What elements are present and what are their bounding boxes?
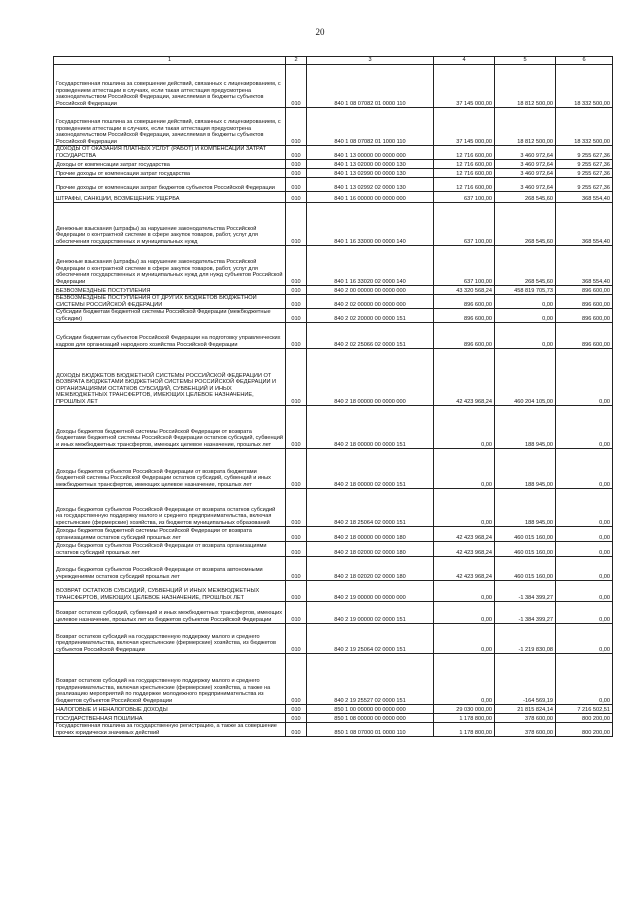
row-name: Доходы бюджетов субъектов Российской Федерации от возврата организациями остатков субсидий прошлых лет [54,542,286,557]
row-executed: 378 600,00 [495,714,556,723]
header-cell-2: 2 [286,57,307,65]
row-remaining: 9 255 627,36 [556,160,613,169]
row-budget-code: 850 1 00 00000 00 0000 000 [307,705,434,714]
row-line-code: 010 [286,65,307,108]
row-line-code: 010 [286,203,307,246]
row-remaining: 7 216 502,51 [556,705,613,714]
row-executed: 18 812 500,00 [495,65,556,108]
row-approved: 896 600,00 [434,295,495,309]
row-approved: 0,00 [434,449,495,489]
row-budget-code: 840 2 19 25527 02 0000 151 [307,654,434,705]
row-name: ШТРАФЫ, САНКЦИИ, ВОЗМЕЩЕНИЕ УЩЕРБА [54,192,286,203]
row-approved: 29 030 000,00 [434,705,495,714]
row-remaining: 368 554,40 [556,203,613,246]
row-line-code: 010 [286,169,307,178]
row-budget-code: 840 2 19 00000 00 0000 000 [307,581,434,602]
table-row [54,349,613,406]
row-name: ДОХОДЫ ОТ ОКАЗАНИЯ ПЛАТНЫХ УСЛУГ (РАБОТ) И КОМПЕНСАЦИИ ЗАТРАТ ГОСУДАРСТВА [54,146,286,160]
table-row [54,286,613,295]
row-name: Денежные взыскания (штрафы) за нарушение законодательства Российской Федерации о контрактной системе в сфере закупок товаров, работ, услуг для обеспечения государственных и муниципальных нужд [54,203,286,246]
row-executed: 378 600,00 [495,723,556,737]
row-budget-code: 840 1 16 33000 00 0000 140 [307,203,434,246]
row-budget-code: 840 1 08 07082 01 0000 110 [307,65,434,108]
row-name: Доходы бюджетов субъектов Российской Федерации от возврата остатков субсидий на государственную поддержку малого и среднего предпринимательства, включая крестьянские (фермерские) хозяйства, из бюджетов муниципальных образований [54,489,286,527]
row-line-code: 010 [286,108,307,146]
row-line-code: 010 [286,527,307,542]
page-number: 20 [315,27,325,37]
table-row [54,108,613,146]
row-line-code: 010 [286,406,307,449]
table-row [54,449,613,489]
row-name: БЕЗВОЗМЕЗДНЫЕ ПОСТУПЛЕНИЯ [54,286,286,295]
row-executed: 268 545,60 [495,246,556,286]
row-name: Доходы бюджетов субъектов Российской Федерации от возврата автономными учреждениями остатков субсидий прошлых лет [54,557,286,581]
row-name: ВОЗВРАТ ОСТАТКОВ СУБСИДИЙ, СУБВЕНЦИЙ И ИНЫХ МЕЖБЮДЖЕТНЫХ ТРАНСФЕРТОВ, ИМЕЮЩИХ ЦЕЛЕВОЕ НАЗНАЧЕНИЕ, ПРОШЛЫХ ЛЕТ [54,581,286,602]
row-remaining: 896 600,00 [556,295,613,309]
row-budget-code: 840 1 16 33020 02 0000 140 [307,246,434,286]
row-approved: 12 716 600,00 [434,146,495,160]
row-executed: 0,00 [495,309,556,323]
row-approved: 0,00 [434,624,495,654]
row-remaining: 368 554,40 [556,246,613,286]
row-executed: 268 545,60 [495,192,556,203]
row-line-code: 010 [286,349,307,406]
row-budget-code: 840 2 18 02000 02 0000 180 [307,542,434,557]
row-budget-code: 840 2 02 25066 02 0000 151 [307,323,434,349]
table-row [54,169,613,178]
row-line-code: 010 [286,160,307,169]
row-budget-code: 840 2 18 00000 00 0000 151 [307,406,434,449]
row-executed: -1 219 830,08 [495,624,556,654]
row-line-code: 010 [286,192,307,203]
row-budget-code: 840 1 13 00000 00 0000 000 [307,146,434,160]
row-approved: 896 600,00 [434,323,495,349]
row-name: Денежные взыскания (штрафы) за нарушение законодательства Российской Федерации о контрактной системе в сфере закупок товаров, работ, услуг для обеспечения государственных и муниципальных нужд для нужд субъектов Российской Федерации [54,246,286,286]
table-row [54,160,613,169]
row-line-code: 010 [286,542,307,557]
row-line-code: 010 [286,146,307,160]
row-budget-code: 840 1 08 07082 01 1000 110 [307,108,434,146]
row-name: ГОСУДАРСТВЕННАЯ ПОШЛИНА [54,714,286,723]
table-row [54,581,613,602]
table-row [54,705,613,714]
table-row [54,65,613,108]
row-remaining: 800 200,00 [556,723,613,737]
row-remaining: 18 332 500,00 [556,108,613,146]
row-budget-code: 840 1 13 02992 02 0000 130 [307,178,434,192]
table-row [54,723,613,737]
row-remaining: 0,00 [556,602,613,624]
row-remaining: 0,00 [556,624,613,654]
row-line-code: 010 [286,624,307,654]
row-budget-code: 840 2 02 20000 00 0000 151 [307,309,434,323]
row-executed: 18 812 500,00 [495,108,556,146]
row-approved: 42 423 968,24 [434,557,495,581]
row-approved: 0,00 [434,654,495,705]
row-name: Доходы бюджетов бюджетной системы Российской Федерации от возврата бюджетами бюджетной системы Российской Федерации остатков субсидий, субвенций и иных межбюджетных трансфертов, имеющих целевое назначение, прошлых лет [54,406,286,449]
row-approved: 37 145 000,00 [434,65,495,108]
row-remaining: 0,00 [556,527,613,542]
table-row [54,203,613,246]
table-row [54,146,613,160]
row-executed: 268 545,60 [495,203,556,246]
row-executed: 460 204 105,00 [495,349,556,406]
row-approved: 0,00 [434,581,495,602]
row-approved: 0,00 [434,489,495,527]
row-remaining: 896 600,00 [556,286,613,295]
row-remaining: 9 255 627,36 [556,146,613,160]
row-remaining: 896 600,00 [556,323,613,349]
table-row [54,557,613,581]
row-budget-code: 840 2 18 00000 02 0000 151 [307,449,434,489]
row-budget-code: 840 1 16 00000 00 0000 000 [307,192,434,203]
header-cell-1: 1 [54,57,286,65]
row-budget-code: 840 2 19 25064 02 0000 151 [307,624,434,654]
row-remaining: 0,00 [556,449,613,489]
row-name: Государственная пошлина за совершение действий, связанных с лицензированием, с проведением аттестации в случаях, если такая аттестация предусмотрена законодательством Российской Федерации, зачисляемая в бюджеты субъектов Российской Федерации [54,65,286,108]
row-name: Возврат остатков субсидий на государственную поддержку малого и среднего предпринимательства, включая крестьянские (фермерские) хозяйства, из бюджетов субъектов Российской Федерации [54,624,286,654]
row-budget-code: 840 2 19 00000 02 0000 151 [307,602,434,624]
row-name: Возврат остатков субсидий на государственную поддержку малого и среднего предпринимательства, включая крестьянские (фермерские) хозяйства, а также на реализацию мероприятий по поддержке молодежного предпринимательства из бюджетов субъектов Российской Федерации [54,654,286,705]
row-approved: 12 716 600,00 [434,169,495,178]
row-line-code: 010 [286,309,307,323]
header-cell-5: 5 [495,57,556,65]
row-executed: 188 945,00 [495,489,556,527]
row-executed: 21 815 824,14 [495,705,556,714]
row-line-code: 010 [286,714,307,723]
row-executed: 0,00 [495,323,556,349]
table-row [54,624,613,654]
row-line-code: 010 [286,286,307,295]
table-row [54,489,613,527]
row-approved: 637 100,00 [434,192,495,203]
row-budget-code: 840 2 18 00000 00 0000 000 [307,349,434,406]
row-approved: 42 423 968,24 [434,349,495,406]
row-name: Доходы бюджетов бюджетной системы Российской Федерации от возврата организациями остатков субсидий прошлых лет [54,527,286,542]
table-row [54,323,613,349]
row-line-code: 010 [286,178,307,192]
row-line-code: 010 [286,557,307,581]
row-budget-code: 840 1 13 02990 00 0000 130 [307,169,434,178]
row-name: Прочие доходы от компенсации затрат государства [54,169,286,178]
row-executed: 460 015 160,00 [495,527,556,542]
header-row [54,57,613,65]
row-line-code: 010 [286,449,307,489]
row-executed: -1 384 399,27 [495,602,556,624]
row-remaining: 0,00 [556,542,613,557]
row-executed: 3 460 972,64 [495,178,556,192]
row-name: Прочие доходы от компенсации затрат бюджетов субъектов Российской Федерации [54,178,286,192]
table-row [54,178,613,192]
row-approved: 43 320 568,24 [434,286,495,295]
row-executed: 460 015 160,00 [495,542,556,557]
row-name: Государственная пошлина за совершение действий, связанных с лицензированием, с проведением аттестации в случаях, если такая аттестация предусмотрена законодательством Российской Федерации, зачисляемая в бюджеты субъектов Российской Федерации [54,108,286,146]
table-row [54,192,613,203]
row-approved: 12 716 600,00 [434,160,495,169]
table-row [54,406,613,449]
row-approved: 42 423 968,24 [434,527,495,542]
row-approved: 1 178 800,00 [434,714,495,723]
row-remaining: 368 554,40 [556,192,613,203]
row-approved: 1 178 800,00 [434,723,495,737]
row-executed: 3 460 972,64 [495,169,556,178]
row-budget-code: 850 1 08 07000 01 0000 110 [307,723,434,737]
row-executed: 188 945,00 [495,449,556,489]
table-row [54,527,613,542]
header-cell-3: 3 [307,57,434,65]
row-budget-code: 840 1 13 02000 00 0000 130 [307,160,434,169]
row-budget-code: 840 2 18 25064 02 0000 151 [307,489,434,527]
row-remaining: 18 332 500,00 [556,65,613,108]
row-name: Доходы от компенсации затрат государства [54,160,286,169]
row-remaining: 0,00 [556,654,613,705]
row-line-code: 010 [286,246,307,286]
row-remaining: 800 200,00 [556,714,613,723]
row-approved: 0,00 [434,602,495,624]
row-remaining: 0,00 [556,489,613,527]
row-line-code: 010 [286,602,307,624]
row-approved: 0,00 [434,406,495,449]
row-name: БЕЗВОЗМЕЗДНЫЕ ПОСТУПЛЕНИЯ ОТ ДРУГИХ БЮДЖЕТОВ БЮДЖЕТНОЙ СИСТЕМЫ РОССИЙСКОЙ ФЕДЕРАЦИИ [54,295,286,309]
row-budget-code: 840 2 02 00000 00 0000 000 [307,295,434,309]
row-executed: 0,00 [495,295,556,309]
header-cell-4: 4 [434,57,495,65]
row-line-code: 010 [286,723,307,737]
row-remaining: 9 255 627,36 [556,169,613,178]
row-executed: 188 945,00 [495,406,556,449]
row-line-code: 010 [286,581,307,602]
row-line-code: 010 [286,295,307,309]
row-executed: 3 460 972,64 [495,146,556,160]
row-approved: 42 423 968,24 [434,542,495,557]
row-name: Государственная пошлина за государственную регистрацию, а также за совершение прочих юридически значимых действий [54,723,286,737]
row-name: ДОХОДЫ БЮДЖЕТОВ БЮДЖЕТНОЙ СИСТЕМЫ РОССИЙСКОЙ ФЕДЕРАЦИИ ОТ ВОЗВРАТА БЮДЖЕТАМИ БЮДЖЕТНОЙ СИСТЕМЫ РОССИЙСКОЙ ФЕДЕРАЦИИ И ОРГАНИЗАЦИЯМИ ОСТАТКОВ СУБСИДИЙ, СУБВЕНЦИЙ И ИНЫХ МЕЖБЮДЖЕТНЫХ ТРАНСФЕРТОВ, ИМЕЮЩИХ ЦЕЛЕВОЕ НАЗНАЧЕНИЕ, ПРОШЛЫХ ЛЕТ [54,349,286,406]
row-executed: -164 569,19 [495,654,556,705]
table-row [54,714,613,723]
revenue-table [53,56,613,737]
row-approved: 12 716 600,00 [434,178,495,192]
table-row [54,295,613,309]
row-name: Доходы бюджетов субъектов Российской Федерации от возврата бюджетами бюджетной системы Российской Федерации остатков субсидий, субвенций и иных межбюджетных трансфертов, имеющих целевое назначение, прошлых лет [54,449,286,489]
row-approved: 896 600,00 [434,309,495,323]
row-line-code: 010 [286,489,307,527]
row-line-code: 010 [286,323,307,349]
row-name: Субсидии бюджетам субъектов Российской Федерации на подготовку управленческих кадров для организаций народного хозяйства Российской Федерации [54,323,286,349]
row-remaining: 9 255 627,36 [556,178,613,192]
row-approved: 637 100,00 [434,246,495,286]
row-executed: -1 384 399,27 [495,581,556,602]
table-row [54,654,613,705]
row-budget-code: 850 1 08 00000 00 0000 000 [307,714,434,723]
row-remaining: 0,00 [556,557,613,581]
row-remaining: 0,00 [556,406,613,449]
row-approved: 37 145 000,00 [434,108,495,146]
row-name: Субсидии бюджетам бюджетной системы Российской Федерации (межбюджетные субсидии) [54,309,286,323]
row-remaining: 896 600,00 [556,309,613,323]
row-executed: 3 460 972,64 [495,160,556,169]
row-name: Возврат остатков субсидий, субвенций и иных межбюджетных трансфертов, имеющих целевое назначение, прошлых лет из бюджетов субъектов Российской Федерации [54,602,286,624]
row-budget-code: 840 2 18 02020 02 0000 180 [307,557,434,581]
table-row [54,246,613,286]
row-approved: 637 100,00 [434,203,495,246]
row-line-code: 010 [286,705,307,714]
table-row [54,309,613,323]
row-line-code: 010 [286,654,307,705]
header-cell-6: 6 [556,57,613,65]
row-name: НАЛОГОВЫЕ И НЕНАЛОГОВЫЕ ДОХОДЫ [54,705,286,714]
row-executed: 458 819 705,73 [495,286,556,295]
row-remaining: 0,00 [556,349,613,406]
row-remaining: 0,00 [556,581,613,602]
table-row [54,542,613,557]
row-executed: 460 015 160,00 [495,557,556,581]
table-row [54,602,613,624]
row-budget-code: 840 2 18 00000 00 0000 180 [307,527,434,542]
row-budget-code: 840 2 00 00000 00 0000 000 [307,286,434,295]
